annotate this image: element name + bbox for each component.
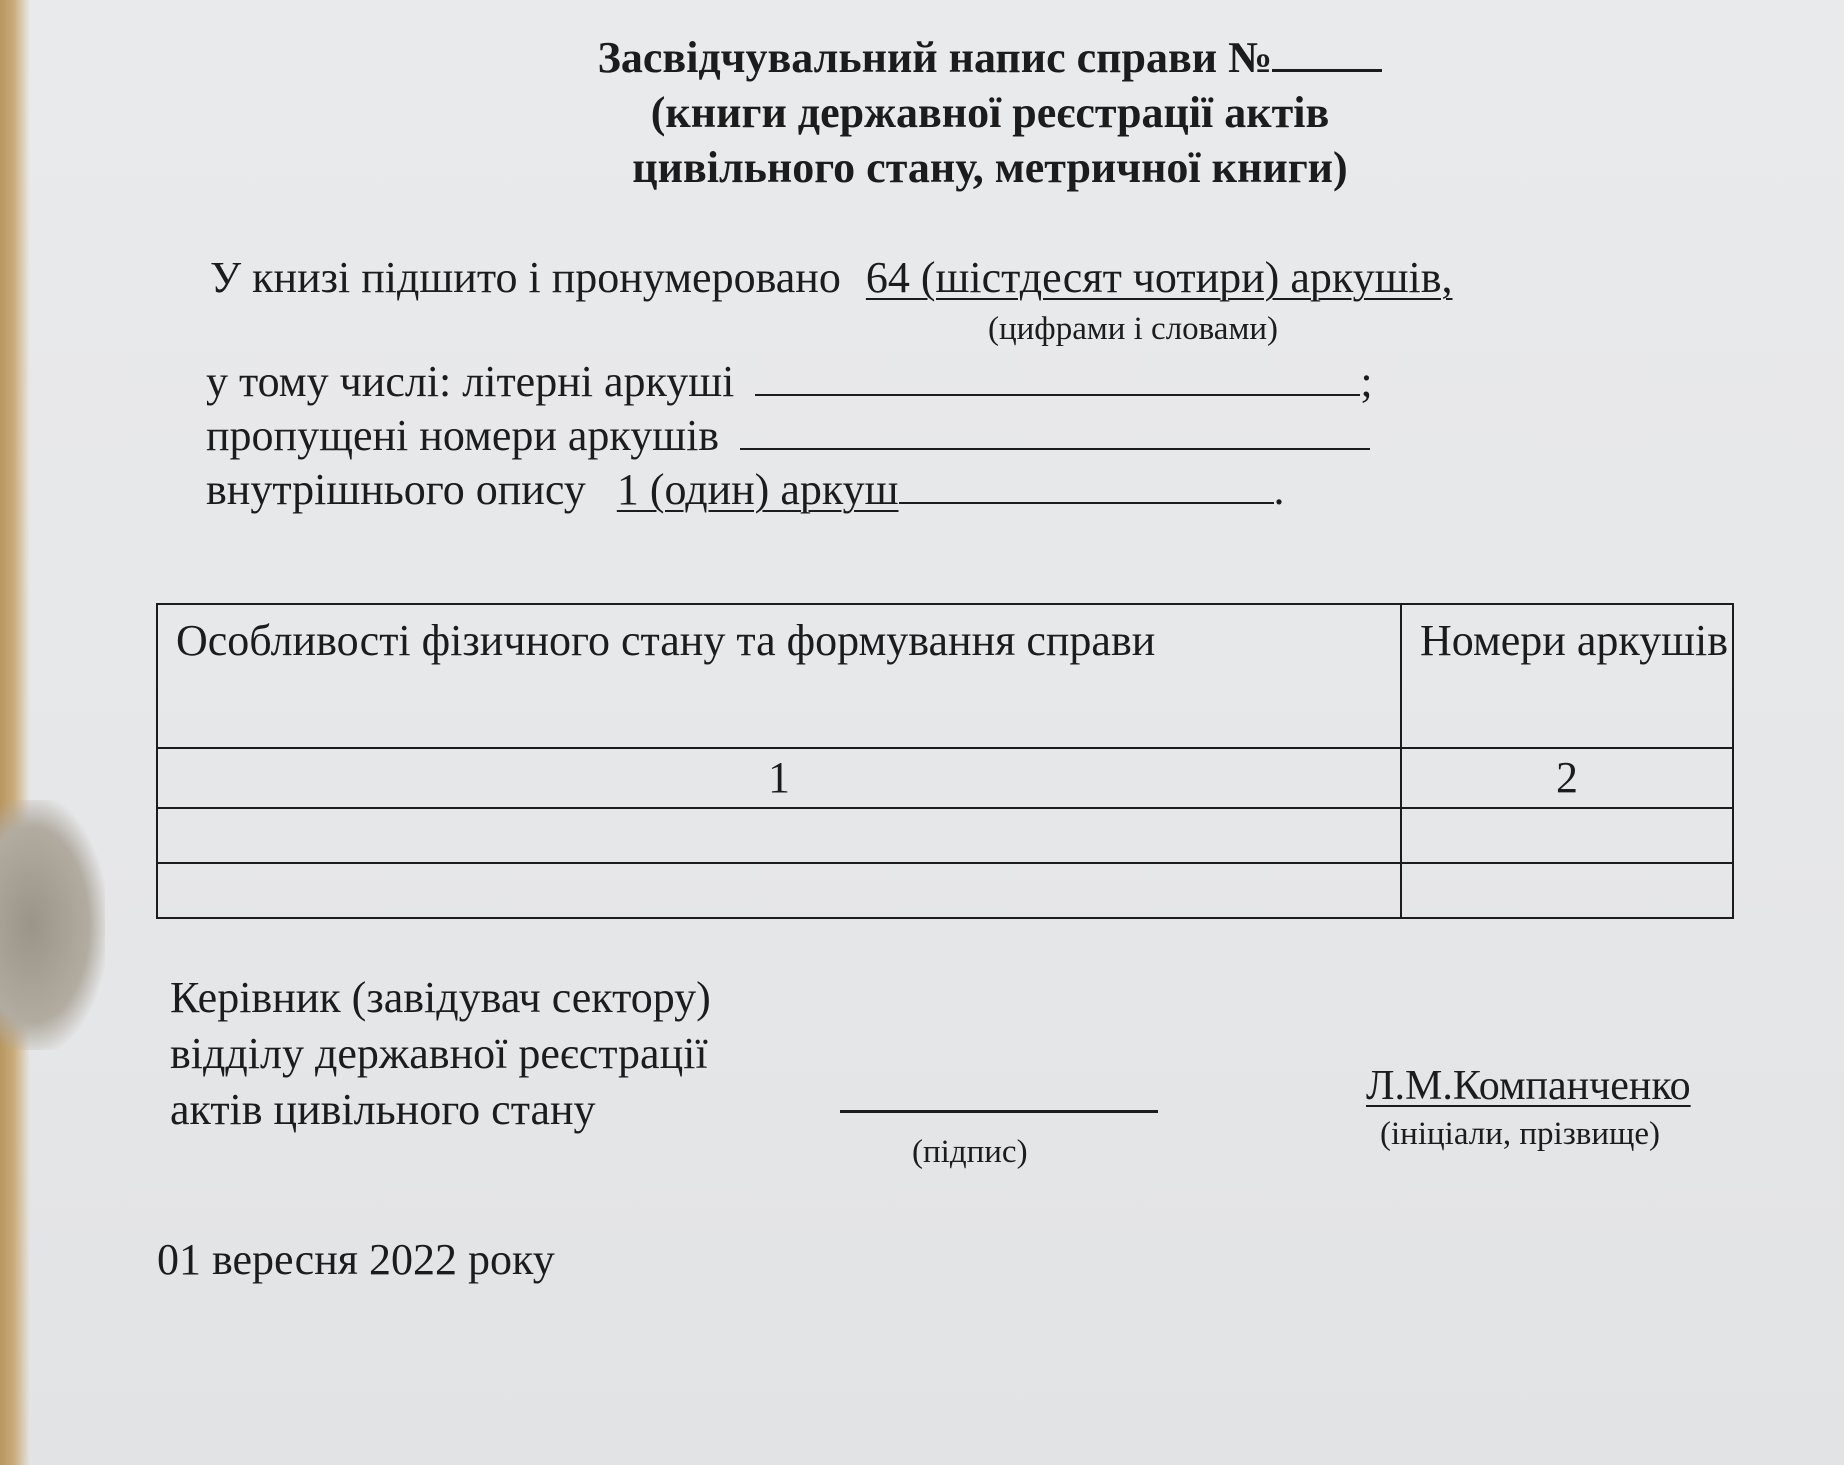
document-title bbox=[490, 30, 1490, 195]
title-line1: Засвідчувальний напис справи № bbox=[597, 33, 1273, 82]
letter-sheets-line bbox=[206, 354, 1373, 408]
missing-blank bbox=[740, 408, 1370, 450]
column-number-2: 2 bbox=[1401, 748, 1733, 808]
inventory-value: 1 (один) аркуш bbox=[616, 465, 899, 514]
signature-line bbox=[840, 1110, 1158, 1113]
column-number-1: 1 bbox=[157, 748, 1401, 808]
physical-state-table bbox=[156, 603, 1734, 919]
signatory-name: Л.М.Компанченко bbox=[1366, 1063, 1691, 1109]
inventory-blank bbox=[899, 462, 1274, 504]
title-line3: цивільного стану, метричної книги) bbox=[632, 143, 1348, 192]
table-number-row bbox=[157, 748, 1733, 808]
missing-label: пропущені номери аркушів bbox=[206, 411, 720, 460]
inventory-label: внутрішнього опису bbox=[206, 465, 586, 514]
torn-patch bbox=[0, 800, 105, 1050]
table-row bbox=[157, 863, 1733, 918]
case-number-blank bbox=[1272, 33, 1382, 72]
letter-sheets-blank bbox=[755, 354, 1360, 396]
position-line3: актів цивільного стану bbox=[170, 1085, 596, 1134]
position-line2: відділу державної реєстрації bbox=[170, 1029, 708, 1078]
letter-sheets-label: у тому числі: літерні аркуші bbox=[206, 357, 735, 406]
sheets-hint: (цифрами і словами) bbox=[988, 311, 1278, 347]
name-hint: (ініціали, прізвище) bbox=[1380, 1116, 1661, 1152]
inventory-line bbox=[206, 462, 1285, 516]
position-block bbox=[170, 970, 711, 1138]
title-line2: (книги державної реєстрації актів bbox=[650, 88, 1330, 137]
table-cell bbox=[157, 808, 1401, 863]
sheets-label: У книзі підшито і пронумеровано bbox=[210, 253, 841, 302]
table-cell bbox=[1401, 808, 1733, 863]
letter-sheets-end: ; bbox=[1360, 357, 1373, 406]
missing-line bbox=[206, 408, 1370, 462]
sheets-line bbox=[210, 252, 1453, 304]
table-row bbox=[157, 808, 1733, 863]
sheets-value: 64 (шістдесят чотири) аркушів, bbox=[865, 253, 1453, 302]
table-cell bbox=[157, 863, 1401, 918]
header-sheet-numbers: Номери аркушів bbox=[1401, 604, 1733, 748]
header-features: Особливості фізичного стану та формування справи bbox=[157, 604, 1401, 748]
table-cell bbox=[1401, 863, 1733, 918]
table-header-row bbox=[157, 604, 1733, 748]
position-line1: Керівник (завідувач сектору) bbox=[170, 973, 711, 1022]
torn-edge bbox=[0, 0, 30, 1465]
signature-hint: (підпис) bbox=[912, 1134, 1028, 1170]
document-date: 01 вересня 2022 року bbox=[157, 1235, 555, 1284]
inventory-end: . bbox=[1273, 465, 1285, 514]
